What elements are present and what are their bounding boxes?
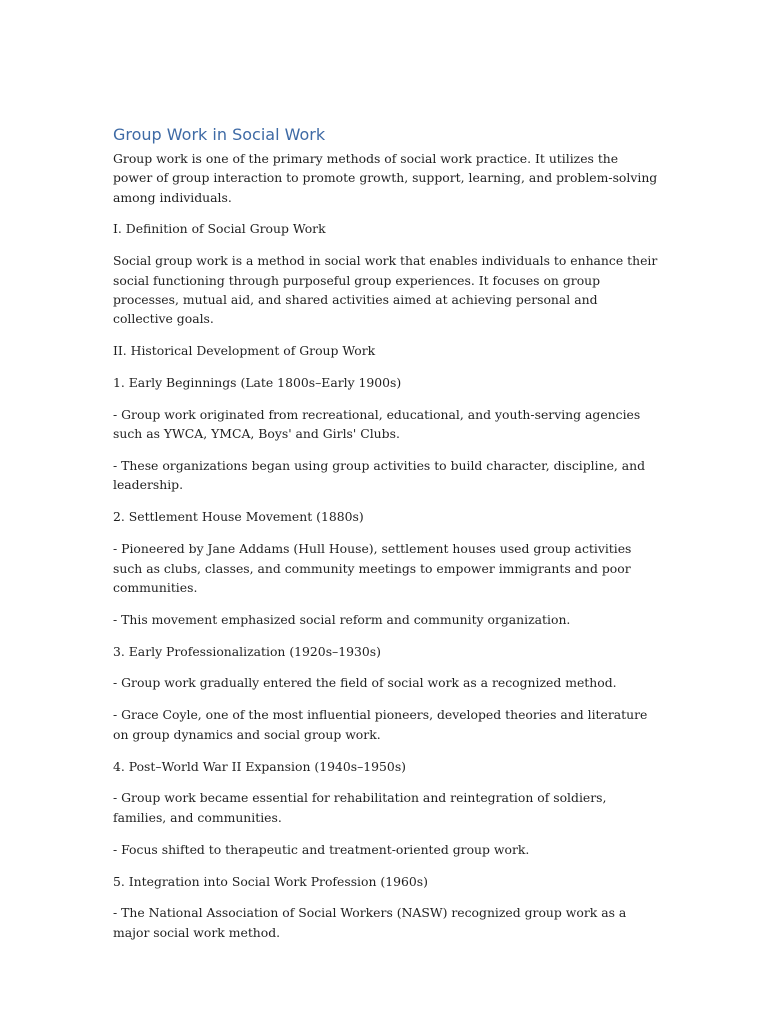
bullet-paragraph: - This movement emphasized social reform and community organization. (113, 611, 571, 627)
section-heading-history: II. Historical Development of Group Work (113, 343, 376, 359)
bullet-paragraph: - Focus shifted to therapeutic and treatment-oriented group work. (113, 841, 530, 857)
subheading-professionalization: 3. Early Professionalization (1920s–1930s) (113, 643, 381, 659)
subheading-early-beginnings: 1. Early Beginnings (Late 1800s–Early 1900s) (113, 375, 402, 391)
document-body (113, 123, 658, 955)
bullet-paragraph: - Grace Coyle, one of the most influential pioneers, developed theories and literature on group dynamics and social group work. (113, 707, 648, 742)
bullet-paragraph: - Group work originated from recreational, educational, and youth-serving agencies such as YWCA, YMCA, Boys' and Girls' Clubs. (113, 406, 641, 442)
subheading-settlement-house: 2. Settlement House Movement (1880s) (113, 509, 364, 525)
subheading-post-war: 4. Post–World War II Expansion (1940s–1950s) (113, 758, 407, 774)
document-title: Group Work in Social Work (113, 125, 326, 144)
section-heading-definition: I. Definition of Social Group Work (113, 221, 326, 237)
bullet-paragraph: - Pioneered by Jane Addams (Hull House), settlement houses used group activities such as clubs, classes, and community meetings to empower immigrants and poor communities. (113, 541, 632, 595)
bullet-paragraph: - The National Association of Social Workers (NASW) recognized group work as a major social work method. (113, 905, 627, 940)
definition-paragraph: Social group work is a method in social work that enables individuals to enhance their social functioning through purposeful group experiences. It focuses on group processes, mutual aid, and shared activities aimed at achieving personal and collective goals. (113, 253, 658, 327)
intro-paragraph: Group work is one of the primary methods of social work practice. It utilizes the power of group interaction to promote growth, support, learning, and problem-solving among individuals. (113, 151, 658, 205)
bullet-paragraph: - Group work gradually entered the field of social work as a recognized method. (113, 675, 617, 691)
bullet-paragraph: - Group work became essential for rehabilitation and reintegration of soldiers, families, and communities. (113, 790, 607, 825)
bullet-paragraph: - These organizations began using group activities to build character, discipline, and leadership. (113, 458, 646, 493)
subheading-integration: 5. Integration into Social Work Profession (1960s) (113, 873, 428, 889)
